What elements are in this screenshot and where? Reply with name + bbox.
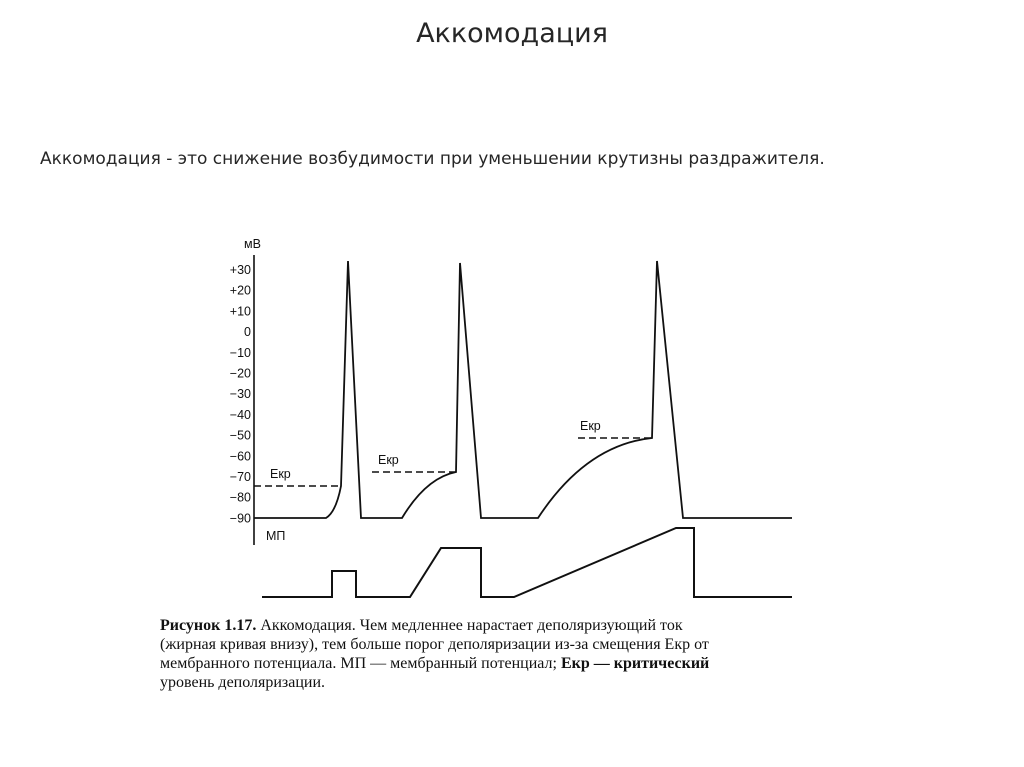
stimulus-current-trace bbox=[262, 528, 792, 597]
caption-line-2: (жирная кривая внизу), тем больше порог деполяризации из-за смещения Eкр от bbox=[160, 636, 709, 653]
definition-text: Аккомодация - это снижение возбудимости при уменьшении крутизны раздражителя. bbox=[40, 149, 825, 169]
y-tick-label: 0 bbox=[244, 325, 251, 340]
threshold-label-1: Екр bbox=[270, 467, 291, 481]
y-tick-label: −40 bbox=[229, 407, 251, 422]
caption-figure-number: Рисунок 1.17. bbox=[160, 617, 257, 634]
y-tick-label: −90 bbox=[229, 511, 251, 526]
caption-line-3-text: мембранного потенциала. МП — мембранный потенциал; bbox=[160, 655, 561, 672]
figure-caption bbox=[160, 616, 890, 692]
caption-line-3-bold: Eкр — критический bbox=[560, 655, 710, 672]
y-tick-label: −10 bbox=[229, 345, 251, 360]
threshold-label-3: Екр bbox=[580, 419, 601, 433]
y-tick-label: −30 bbox=[229, 387, 251, 402]
y-tick-label: −50 bbox=[229, 428, 251, 443]
y-tick-label: −70 bbox=[229, 470, 251, 484]
slide-title: Аккомодация bbox=[416, 18, 608, 49]
y-tick-label: −60 bbox=[229, 449, 251, 464]
y-tick-label: +20 bbox=[229, 283, 251, 298]
membrane-potential-trace bbox=[254, 261, 792, 518]
y-tick-labels bbox=[230, 263, 251, 525]
caption-line-1-text: Аккомодация. Чем медленнее нарастает деполяризующий ток bbox=[256, 617, 683, 634]
y-tick-label: −80 bbox=[229, 490, 251, 505]
y-tick-label: +10 bbox=[229, 304, 251, 319]
caption-line-1 bbox=[160, 616, 890, 635]
y-tick-label: +30 bbox=[229, 263, 251, 277]
threshold-label-2: Екр bbox=[378, 453, 399, 467]
caption-line-3 bbox=[160, 654, 890, 673]
caption-line-4: уровень деполяризации. bbox=[160, 674, 326, 691]
y-tick-label: −20 bbox=[229, 366, 251, 381]
resting-potential-label: МП bbox=[266, 529, 286, 543]
y-axis-unit: мВ bbox=[244, 237, 261, 251]
